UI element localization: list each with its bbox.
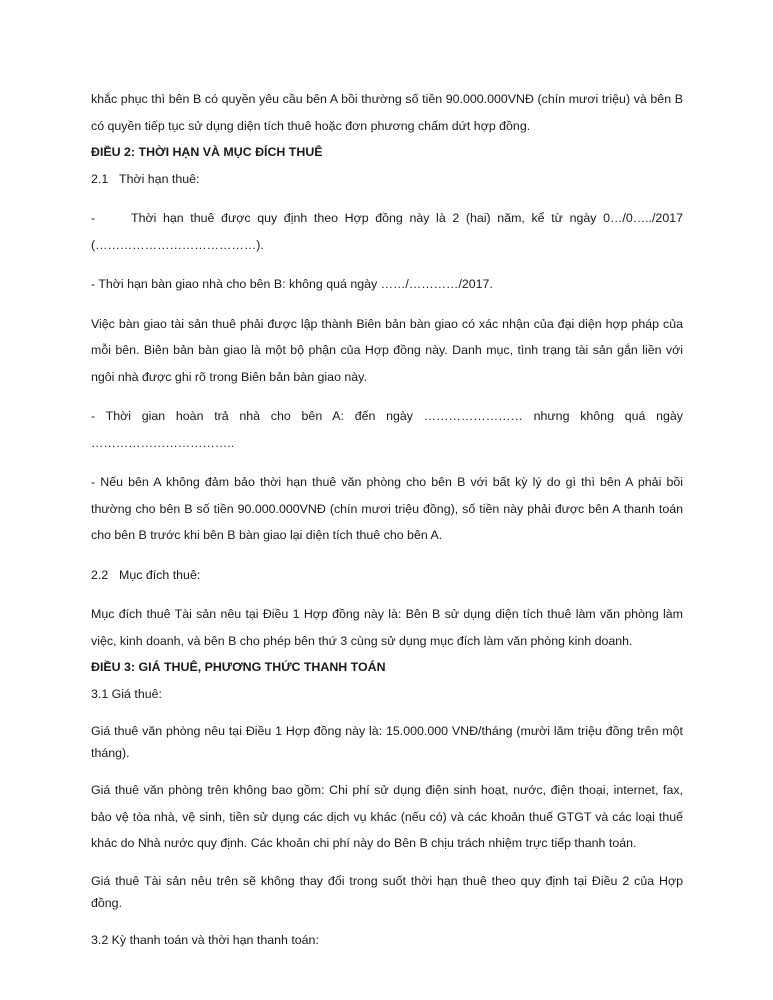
section-title: Mục đích thuê: [119, 567, 201, 582]
section-number: 2.2 [91, 567, 109, 582]
section-3-1-heading: 3.1 Giá thuê: [91, 686, 162, 701]
section-2-2-heading [91, 562, 683, 589]
paragraph-exclusions: Giá thuê văn phòng trên không bao gồm: Chi phí sử dụng điện sinh hoạt, nước, điện thoại, internet, fax, bảo vệ tòa nhà, vệ sinh, tiền sử dụng các dịch vụ khác (nếu có) và các khoản thuế GTGT và các loại thuế khác do Nhà nước quy định. Các khoản chi phí này do Bên B chịu trách nhiệm trực tiếp thanh toán. [91, 783, 683, 850]
paragraph-return: - Thời gian hoàn trả nhà cho bên A: đến ngày …………………… nhưng không quá ngày …………………………….. [91, 409, 683, 450]
paragraph-continuation: khắc phục thì bên B có quyền yêu cầu bên A bồi thường số tiền 90.000.000VNĐ (chín mươi triệu) và bên B có quyền tiếp tục sử dụng diện tích thuê hoặc đơn phương chấm dứt hợp đồng. [91, 92, 683, 133]
document-page [91, 86, 683, 953]
paragraph-handover-time: - Thời hạn bàn giao nhà cho bên B: không quá ngày ……/…………/2017. [91, 277, 493, 291]
paragraph-fixed-price: Giá thuê Tài sản nêu trên sẽ không thay đổi trong suốt thời hạn thuê theo quy định tại Điều 2 của Hợp đồng. [91, 873, 683, 910]
term-text: Thời hạn thuê được quy định theo Hợp đồng này là 2 (hai) năm, kể từ ngày 0…/0…../2017 (…………………………………). [91, 211, 683, 252]
dash-marker: - [91, 211, 96, 225]
paragraph-handover: Việc bàn giao tài sản thuê phải được lập thành Biên bản bàn giao có xác nhận của đại diện hợp pháp của mỗi bên. Biên bản bàn giao là một bộ phận của Hợp đồng này. Danh mục, tình trạng tài sản gắn liền với ngôi nhà được ghi rõ trong Biên bản bàn giao này. [91, 316, 683, 384]
paragraph-purpose: Mục đích thuê Tài sản nêu tại Điều 1 Hợp đồng này là: Bên B sử dụng diện tích thuê làm văn phòng làm việc, kinh doanh, và bên B cho phép bên thứ 3 cùng sử dụng mục đích làm văn phòng kinh doanh. [91, 607, 683, 648]
section-number: 2.1 [91, 171, 109, 186]
section-3-2-heading: 3.2 Kỳ thanh toán và thời hạn thanh toán: [91, 932, 319, 947]
paragraph-price: Giá thuê văn phòng nêu tại Điều 1 Hợp đồng này là: 15.000.000 VNĐ/tháng (mười lăm triệu đồng trên một tháng). [91, 724, 683, 760]
article-2-heading: ĐIỀU 2: THỜI HẠN VÀ MỤC ĐÍCH THUÊ [91, 145, 323, 159]
section-title: Thời hạn thuê: [119, 171, 200, 186]
paragraph-term [91, 205, 683, 258]
paragraph-penalty: - Nếu bên A không đảm bảo thời hạn thuê văn phòng cho bên B với bất kỳ lý do gì thì bên A phải bồi thường cho bên B số tiền 90.000.000VNĐ (chín mươi triệu đồng), số tiền này phải được bên A thanh toán cho bên B trước khi bên B bàn giao lại diện tích thuê cho bên A. [91, 475, 683, 542]
section-2-1-heading [91, 166, 683, 193]
article-3-heading: ĐIỀU 3: GIÁ THUÊ, PHƯƠNG THỨC THANH TOÁN [91, 660, 386, 674]
